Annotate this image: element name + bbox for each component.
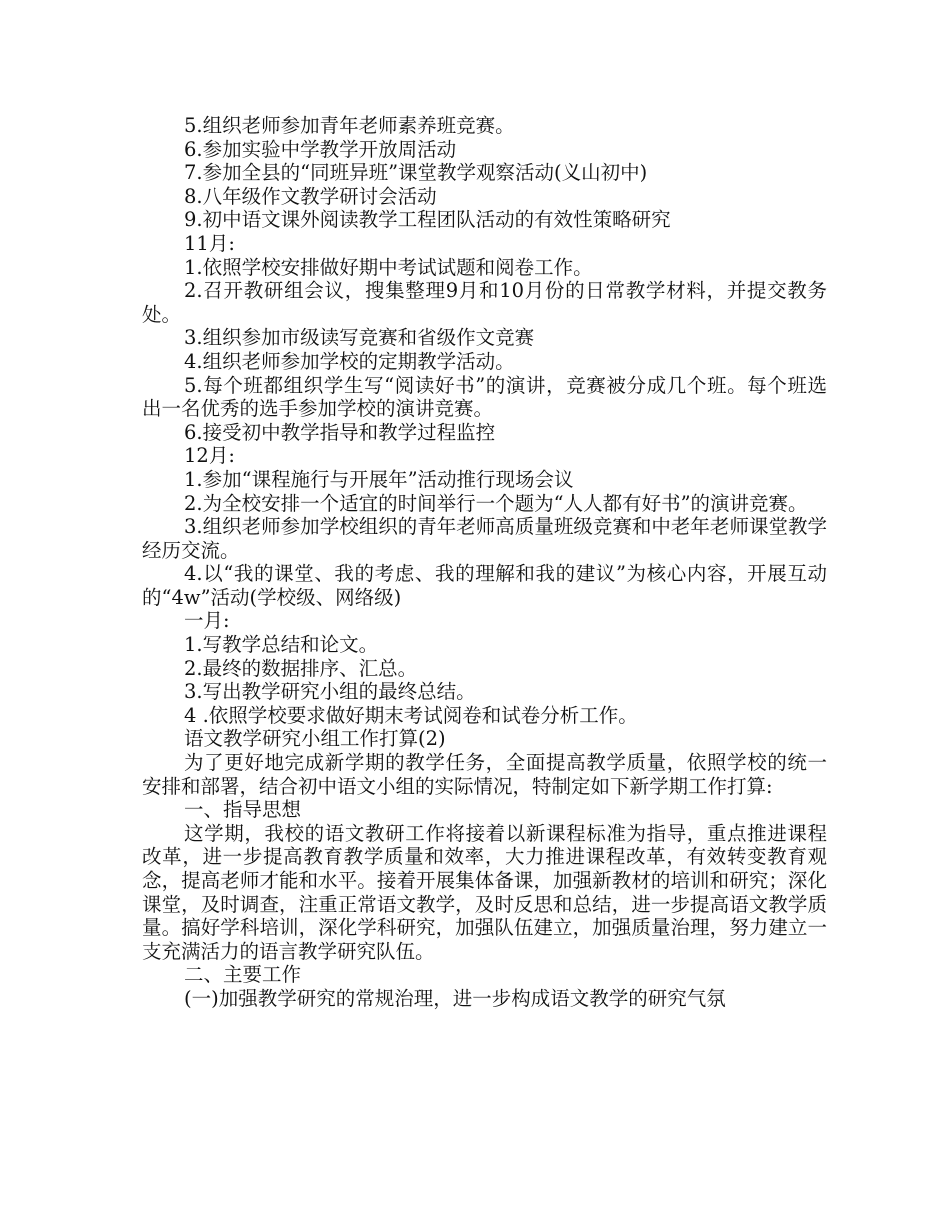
- section-heading-november: 11月:: [184, 231, 235, 255]
- paragraph: 这学期，我校的语文教研工作将接着以新课程标准为指导，重点推进课程改革，进一步提高教育教学质量和效率，大力推进课程改革，有效转变教育观念，提高老师才能和水平。接着开展集体备课，加强新教材的培训和研究；深化课堂，及时调查，注重正常语文教学，及时反思和总结，进一步提高语文教学质量。搞好学科培训，深化学科研究，加强队伍建立，加强质量治理，努力建立一支充满活力的语言教学研究队伍。: [142, 821, 827, 963]
- paragraph: 5.每个班都组织学生写“阅读好书”的演讲，竞赛被分成几个班。每个班选出一名优秀的选手参加学校的演讲竞赛。: [142, 373, 827, 421]
- paragraph: 4.以“我的课堂、我的考虑、我的理解和我的建议”为核心内容，开展互动的“4w”活动(学校级、网络级): [142, 562, 827, 609]
- paragraph: 8.八年级作文教学研讨会活动: [184, 184, 437, 208]
- paragraph: 3.组织老师参加学校组织的青年老师高质量班级竞赛和中老年老师课堂教学经历交流。: [142, 515, 827, 562]
- section-heading: 二、主要工作: [184, 963, 302, 987]
- paragraph: 2.召开教研组会议，搜集整理9月和10月份的日常教学材料，并提交教务处。: [142, 279, 827, 326]
- section-heading: 一、指导思想: [184, 798, 302, 822]
- paragraph: 3.组织参加市级读写竞赛和省级作文竞赛: [184, 326, 535, 350]
- paragraph: 1.依照学校安排做好期中考试试题和阅卷工作。: [184, 255, 593, 279]
- paragraph: 1.参加“课程施行与开展年”活动推行现场会议: [184, 467, 574, 491]
- section-heading-january: 一月:: [184, 609, 230, 633]
- paragraph: 2.为全校安排一个适宜的时间举行一个题为“人人都有好书”的演讲竞赛。: [184, 491, 808, 515]
- subsection-heading: (一)加强教学研究的常规治理，进一步构成语文教学的研究气氛: [184, 986, 726, 1010]
- document-body: [142, 114, 827, 1011]
- paragraph: 2.最终的数据排序、汇总。: [184, 656, 418, 680]
- paragraph: 4 .依照学校要求做好期末考试阅卷和试卷分析工作。: [184, 703, 638, 727]
- paragraph: 6.接受初中教学指导和教学过程监控: [184, 420, 496, 444]
- paragraph: 7.参加全县的“同班异班”课堂教学观察活动(义山初中): [184, 161, 648, 185]
- paragraph: 3.写出教学研究小组的最终总结。: [184, 680, 476, 704]
- document-title: 语文教学研究小组工作打算(2): [184, 727, 446, 751]
- paragraph: 5.组织老师参加青年老师素养班竞赛。: [184, 114, 515, 137]
- paragraph: 6.参加实验中学教学开放周活动: [184, 137, 457, 161]
- paragraph: 为了更好地完成新学期的教学任务，全面提高教学质量，依照学校的统一安排和部署，结合初中语文小组的实际情况，特制定如下新学期工作打算:: [142, 751, 827, 798]
- section-heading-december: 12月:: [184, 444, 235, 468]
- paragraph: 4.组织老师参加学校的定期教学活动。: [184, 349, 515, 373]
- paragraph: 1.写教学总结和论文。: [184, 633, 379, 657]
- paragraph: 9.初中语文课外阅读教学工程团队活动的有效性策略研究: [184, 208, 671, 232]
